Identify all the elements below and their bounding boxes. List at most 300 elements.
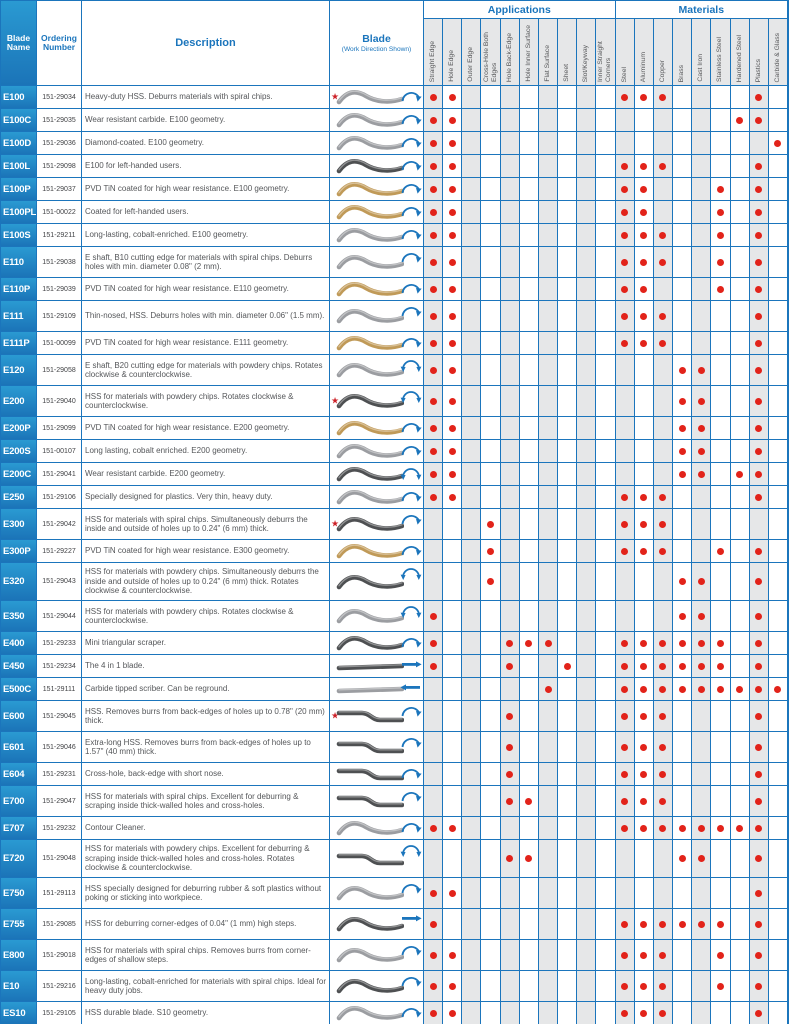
application-cell — [424, 540, 443, 563]
material-cell — [731, 971, 750, 1002]
material-cell — [654, 463, 673, 486]
application-cell — [539, 224, 558, 247]
material-cell — [711, 417, 730, 440]
material-cell — [750, 940, 769, 971]
material-dot — [755, 686, 762, 693]
material-dot — [621, 521, 628, 528]
material-dot — [698, 921, 705, 928]
table-row — [1, 732, 788, 763]
material-dot — [640, 286, 647, 293]
description-cell: HSS specially designed for deburring rubber & soft plastics without poking or sticking into workpiece. — [82, 878, 330, 909]
application-cell — [501, 655, 520, 678]
application-cell — [501, 971, 520, 1002]
application-cell — [424, 109, 443, 132]
material-cell — [673, 86, 692, 109]
application-cell — [462, 878, 481, 909]
application-cell — [558, 909, 577, 940]
table-row — [1, 678, 788, 701]
application-cell — [577, 840, 596, 878]
description-cell: Mini triangular scraper. — [82, 632, 330, 655]
ordering-number-cell: 151-29106 — [37, 486, 82, 509]
material-dot — [679, 640, 686, 647]
material-cell — [750, 109, 769, 132]
application-cell — [501, 540, 520, 563]
material-cell — [711, 540, 730, 563]
material-cell — [654, 486, 673, 509]
material-cell — [711, 486, 730, 509]
table-row — [1, 109, 788, 132]
blade-image — [336, 157, 404, 175]
material-cell — [635, 509, 654, 540]
material-cell — [673, 655, 692, 678]
blade-cell — [330, 632, 424, 655]
blade-name-cell: E200C — [1, 463, 37, 486]
material-cell — [635, 732, 654, 763]
application-cell — [577, 632, 596, 655]
description-cell: HSS for materials with powdery chips. Excellent for deburring & scraping inside thick-walled holes and cross-holes. Rotates clockwise & counterclockwise. — [82, 840, 330, 878]
application-cell — [596, 971, 615, 1002]
application-cell — [577, 278, 596, 301]
table-row — [1, 486, 788, 509]
blade-image — [336, 253, 404, 271]
material-cell — [692, 486, 711, 509]
application-cell — [596, 655, 615, 678]
blade-cell — [330, 86, 424, 109]
blade-image — [336, 1004, 404, 1022]
material-cell — [654, 817, 673, 840]
material-cell — [692, 86, 711, 109]
application-cell — [481, 386, 500, 417]
material-cell — [654, 655, 673, 678]
material-dot — [755, 744, 762, 751]
material-cell — [750, 732, 769, 763]
material-cell — [673, 247, 692, 278]
column-header-label: Outer Edge — [467, 47, 475, 82]
material-cell — [769, 971, 788, 1002]
application-cell — [424, 678, 443, 701]
application-cell — [596, 201, 615, 224]
application-cell — [424, 509, 443, 540]
description-cell: HSS for materials with spiral chips. Simultaneously deburrs the inside and outside of holes up to 0.24" (6 mm) thick. — [82, 509, 330, 540]
application-cell — [558, 509, 577, 540]
column-header-label: Inner Straight Corners — [597, 41, 613, 82]
application-cell — [596, 355, 615, 386]
work-direction-arrow-icon — [400, 303, 422, 318]
blade-image — [336, 657, 404, 675]
material-dot — [717, 825, 724, 832]
table-row — [1, 786, 788, 817]
application-dot — [430, 140, 437, 147]
application-cell — [501, 109, 520, 132]
application-cell — [481, 224, 500, 247]
application-cell — [558, 301, 577, 332]
description-cell: E shaft, B10 cutting edge for materials with spiral chips. Deburrs holes with min. diameter 0.08" (2 mm). — [82, 247, 330, 278]
blade-name-cell: E350 — [1, 601, 37, 632]
material-cell — [750, 563, 769, 601]
material-cell — [635, 1002, 654, 1024]
ordering-number-cell: 151-29018 — [37, 940, 82, 971]
material-cell — [616, 178, 635, 201]
material-dot — [640, 825, 647, 832]
material-cell — [616, 940, 635, 971]
description-cell: Long lasting, cobalt enriched. E200 geometry. — [82, 440, 330, 463]
material-cell — [750, 601, 769, 632]
application-cell — [501, 301, 520, 332]
material-dot — [755, 448, 762, 455]
application-cell — [539, 109, 558, 132]
material-dot — [736, 686, 743, 693]
description-cell: Long-lasting, cobalt-enriched. E100 geometry. — [82, 224, 330, 247]
application-cell — [596, 786, 615, 817]
material-dot — [621, 94, 628, 101]
application-cell — [558, 109, 577, 132]
application-cell — [596, 1002, 615, 1024]
material-cell — [711, 940, 730, 971]
material-dot — [717, 686, 724, 693]
material-cell — [731, 786, 750, 817]
table-row — [1, 332, 788, 355]
material-dot — [659, 825, 666, 832]
application-cell — [443, 786, 462, 817]
material-cell — [692, 440, 711, 463]
column-header — [481, 19, 500, 86]
material-cell — [750, 155, 769, 178]
application-cell — [481, 840, 500, 878]
material-cell — [750, 355, 769, 386]
description-cell: PVD TiN coated for high wear resistance. E200 geometry. — [82, 417, 330, 440]
application-dot — [430, 259, 437, 266]
application-dot — [430, 471, 437, 478]
application-dot — [449, 340, 456, 347]
application-cell — [424, 909, 443, 940]
material-cell — [616, 201, 635, 224]
table-body — [1, 86, 788, 1024]
ordering-number-cell: 151-29113 — [37, 878, 82, 909]
blade-name-cell: E300 — [1, 509, 37, 540]
column-header-label: Carbide & Glass — [773, 32, 781, 82]
blade-name-cell: E100PL — [1, 201, 37, 224]
material-cell — [635, 178, 654, 201]
description-cell: HSS for materials with powdery chips. Simultaneously deburrs the inside and outside of holes up to 0.24" (6 mm) thick. Rotates clockwise & counterclockwise. — [82, 563, 330, 601]
blade-image — [336, 850, 404, 868]
application-cell — [443, 509, 462, 540]
application-cell — [462, 417, 481, 440]
description-cell: E shaft, B20 cutting edge for materials with powdery chips. Rotates clockwise & counterclockwise. — [82, 355, 330, 386]
material-dot — [640, 921, 647, 928]
table-row — [1, 247, 788, 278]
material-cell — [654, 540, 673, 563]
material-cell — [750, 278, 769, 301]
application-cell — [539, 355, 558, 386]
material-cell — [673, 178, 692, 201]
application-cell — [481, 817, 500, 840]
application-cell — [424, 971, 443, 1002]
material-cell — [750, 909, 769, 940]
material-cell — [635, 840, 654, 878]
application-cell — [577, 332, 596, 355]
material-cell — [654, 332, 673, 355]
application-dot — [449, 186, 456, 193]
blade-name-cell: E250 — [1, 486, 37, 509]
material-cell — [731, 132, 750, 155]
material-dot — [698, 855, 705, 862]
material-dot — [640, 713, 647, 720]
application-cell — [481, 417, 500, 440]
description-cell: Coated for left-handed users. — [82, 201, 330, 224]
application-cell — [424, 878, 443, 909]
application-dot — [525, 640, 532, 647]
blade-name-cell: E200 — [1, 386, 37, 417]
material-cell — [711, 971, 730, 1002]
material-cell — [769, 840, 788, 878]
ordering-number-cell: 151-29046 — [37, 732, 82, 763]
table-row — [1, 440, 788, 463]
material-cell — [616, 763, 635, 786]
application-cell — [443, 878, 462, 909]
application-cell — [424, 655, 443, 678]
material-dot — [698, 613, 705, 620]
ordering-number-cell: 151-29216 — [37, 971, 82, 1002]
material-dot — [621, 1010, 628, 1017]
blade-image — [336, 280, 404, 298]
material-cell — [711, 86, 730, 109]
application-cell — [596, 417, 615, 440]
work-direction-arrow-icon — [400, 357, 422, 372]
blade-name-cell: E300P — [1, 540, 37, 563]
material-dot — [679, 578, 686, 585]
ordering-number-cell: 151-29034 — [37, 86, 82, 109]
blade-name-cell: E111 — [1, 301, 37, 332]
table-row — [1, 509, 788, 540]
application-cell — [520, 601, 539, 632]
blade-cell — [330, 178, 424, 201]
material-cell — [692, 1002, 711, 1024]
description-cell: PVD TiN coated for high wear resistance. E100 geometry. — [82, 178, 330, 201]
material-cell — [673, 732, 692, 763]
column-header — [731, 19, 750, 86]
table-row — [1, 86, 788, 109]
application-dot — [449, 209, 456, 216]
blade-cell — [330, 386, 424, 417]
application-cell — [481, 678, 500, 701]
application-cell — [443, 278, 462, 301]
blade-name-cell: E100P — [1, 178, 37, 201]
application-cell — [539, 971, 558, 1002]
application-cell — [424, 332, 443, 355]
material-cell — [635, 701, 654, 732]
application-dot — [449, 398, 456, 405]
ordering-number-cell: 151-29048 — [37, 840, 82, 878]
blade-image — [336, 226, 404, 244]
application-cell — [520, 155, 539, 178]
material-dot — [736, 471, 743, 478]
material-dot — [640, 94, 647, 101]
material-cell — [769, 201, 788, 224]
blade-name-cell: ES10 — [1, 1002, 37, 1024]
material-dot — [736, 117, 743, 124]
application-cell — [520, 132, 539, 155]
material-cell — [711, 632, 730, 655]
material-cell — [769, 909, 788, 940]
material-dot — [659, 1010, 666, 1017]
work-direction-arrow-icon — [400, 880, 422, 895]
application-cell — [501, 155, 520, 178]
blade-image — [336, 607, 404, 625]
application-cell — [596, 817, 615, 840]
material-cell — [654, 247, 673, 278]
material-cell — [769, 155, 788, 178]
material-dot — [698, 825, 705, 832]
blade-name-cell: E450 — [1, 655, 37, 678]
application-cell — [462, 109, 481, 132]
col-header-blade-name: Blade Name — [1, 1, 37, 86]
column-header-label: Cross-Hole Both Edges — [482, 32, 498, 82]
blade-image — [336, 819, 404, 837]
ordering-number-cell: 151-29232 — [37, 817, 82, 840]
material-cell — [769, 940, 788, 971]
material-cell — [731, 155, 750, 178]
material-cell — [654, 440, 673, 463]
blade-cell — [330, 417, 424, 440]
material-cell — [711, 509, 730, 540]
material-cell — [635, 332, 654, 355]
application-cell — [520, 701, 539, 732]
blade-image — [336, 738, 404, 756]
material-cell — [750, 301, 769, 332]
ordering-number-cell: 151-29227 — [37, 540, 82, 563]
material-cell — [750, 971, 769, 1002]
description-cell: Specially designed for plastics. Very thin, heavy duty. — [82, 486, 330, 509]
application-cell — [462, 278, 481, 301]
application-cell — [577, 201, 596, 224]
material-cell — [635, 247, 654, 278]
material-dot — [755, 94, 762, 101]
column-header-label: Steel — [620, 66, 628, 82]
material-cell — [616, 224, 635, 247]
application-cell — [577, 386, 596, 417]
application-cell — [558, 701, 577, 732]
material-cell — [750, 224, 769, 247]
application-cell — [558, 655, 577, 678]
work-direction-arrow-icon — [400, 334, 422, 349]
material-cell — [616, 278, 635, 301]
material-cell — [616, 86, 635, 109]
application-cell — [558, 486, 577, 509]
table-row — [1, 655, 788, 678]
material-cell — [673, 386, 692, 417]
application-dot — [449, 983, 456, 990]
application-cell — [558, 463, 577, 486]
application-cell — [558, 763, 577, 786]
blade-name-cell: E700 — [1, 786, 37, 817]
material-cell — [635, 132, 654, 155]
material-cell — [635, 540, 654, 563]
application-cell — [501, 732, 520, 763]
material-cell — [654, 632, 673, 655]
column-header-label: Flat Surface — [544, 45, 552, 82]
material-cell — [692, 817, 711, 840]
blade-cell — [330, 355, 424, 386]
application-cell — [558, 940, 577, 971]
application-dot — [430, 94, 437, 101]
blade-cell — [330, 601, 424, 632]
application-cell — [443, 440, 462, 463]
application-cell — [577, 678, 596, 701]
column-header — [596, 19, 615, 86]
application-dot — [430, 163, 437, 170]
application-cell — [424, 417, 443, 440]
material-dot — [640, 952, 647, 959]
material-cell — [635, 155, 654, 178]
application-cell — [596, 440, 615, 463]
material-cell — [711, 247, 730, 278]
material-cell — [673, 786, 692, 817]
application-cell — [443, 971, 462, 1002]
material-cell — [731, 732, 750, 763]
application-cell — [520, 940, 539, 971]
column-header — [424, 19, 443, 86]
material-cell — [711, 563, 730, 601]
material-cell — [635, 786, 654, 817]
material-cell — [711, 109, 730, 132]
material-dot — [621, 186, 628, 193]
column-header-label: Copper — [658, 59, 666, 82]
application-cell — [501, 132, 520, 155]
applications-group-header: Applications — [424, 1, 616, 19]
application-cell — [462, 655, 481, 678]
application-cell — [481, 355, 500, 386]
application-cell — [481, 201, 500, 224]
description-cell: Diamond-coated. E100 geometry. — [82, 132, 330, 155]
material-dot — [679, 921, 686, 928]
application-cell — [501, 840, 520, 878]
application-cell — [539, 201, 558, 224]
material-dot — [717, 259, 724, 266]
application-cell — [539, 463, 558, 486]
material-cell — [769, 86, 788, 109]
application-cell — [520, 1002, 539, 1024]
application-cell — [481, 440, 500, 463]
description-cell: E100 for left-handed users. — [82, 155, 330, 178]
blade-image — [336, 977, 404, 995]
application-cell — [539, 132, 558, 155]
ordering-number-cell: 151-29099 — [37, 417, 82, 440]
application-cell — [424, 563, 443, 601]
application-cell — [577, 540, 596, 563]
material-cell — [731, 301, 750, 332]
ordering-number-cell: 151-29233 — [37, 632, 82, 655]
material-dot — [659, 313, 666, 320]
work-direction-arrow-icon — [400, 765, 422, 780]
material-dot — [621, 798, 628, 805]
application-cell — [443, 655, 462, 678]
application-cell — [424, 486, 443, 509]
application-cell — [596, 940, 615, 971]
material-cell — [673, 201, 692, 224]
material-dot — [621, 663, 628, 670]
application-cell — [462, 971, 481, 1002]
column-header-label: Hardened Steel — [735, 34, 743, 82]
ordering-number-cell: 151-29043 — [37, 563, 82, 601]
application-cell — [520, 278, 539, 301]
column-header — [501, 19, 520, 86]
material-cell — [616, 909, 635, 940]
application-cell — [443, 417, 462, 440]
application-cell — [577, 86, 596, 109]
ordering-number-cell: 151-29037 — [37, 178, 82, 201]
material-cell — [711, 332, 730, 355]
material-dot — [621, 713, 628, 720]
